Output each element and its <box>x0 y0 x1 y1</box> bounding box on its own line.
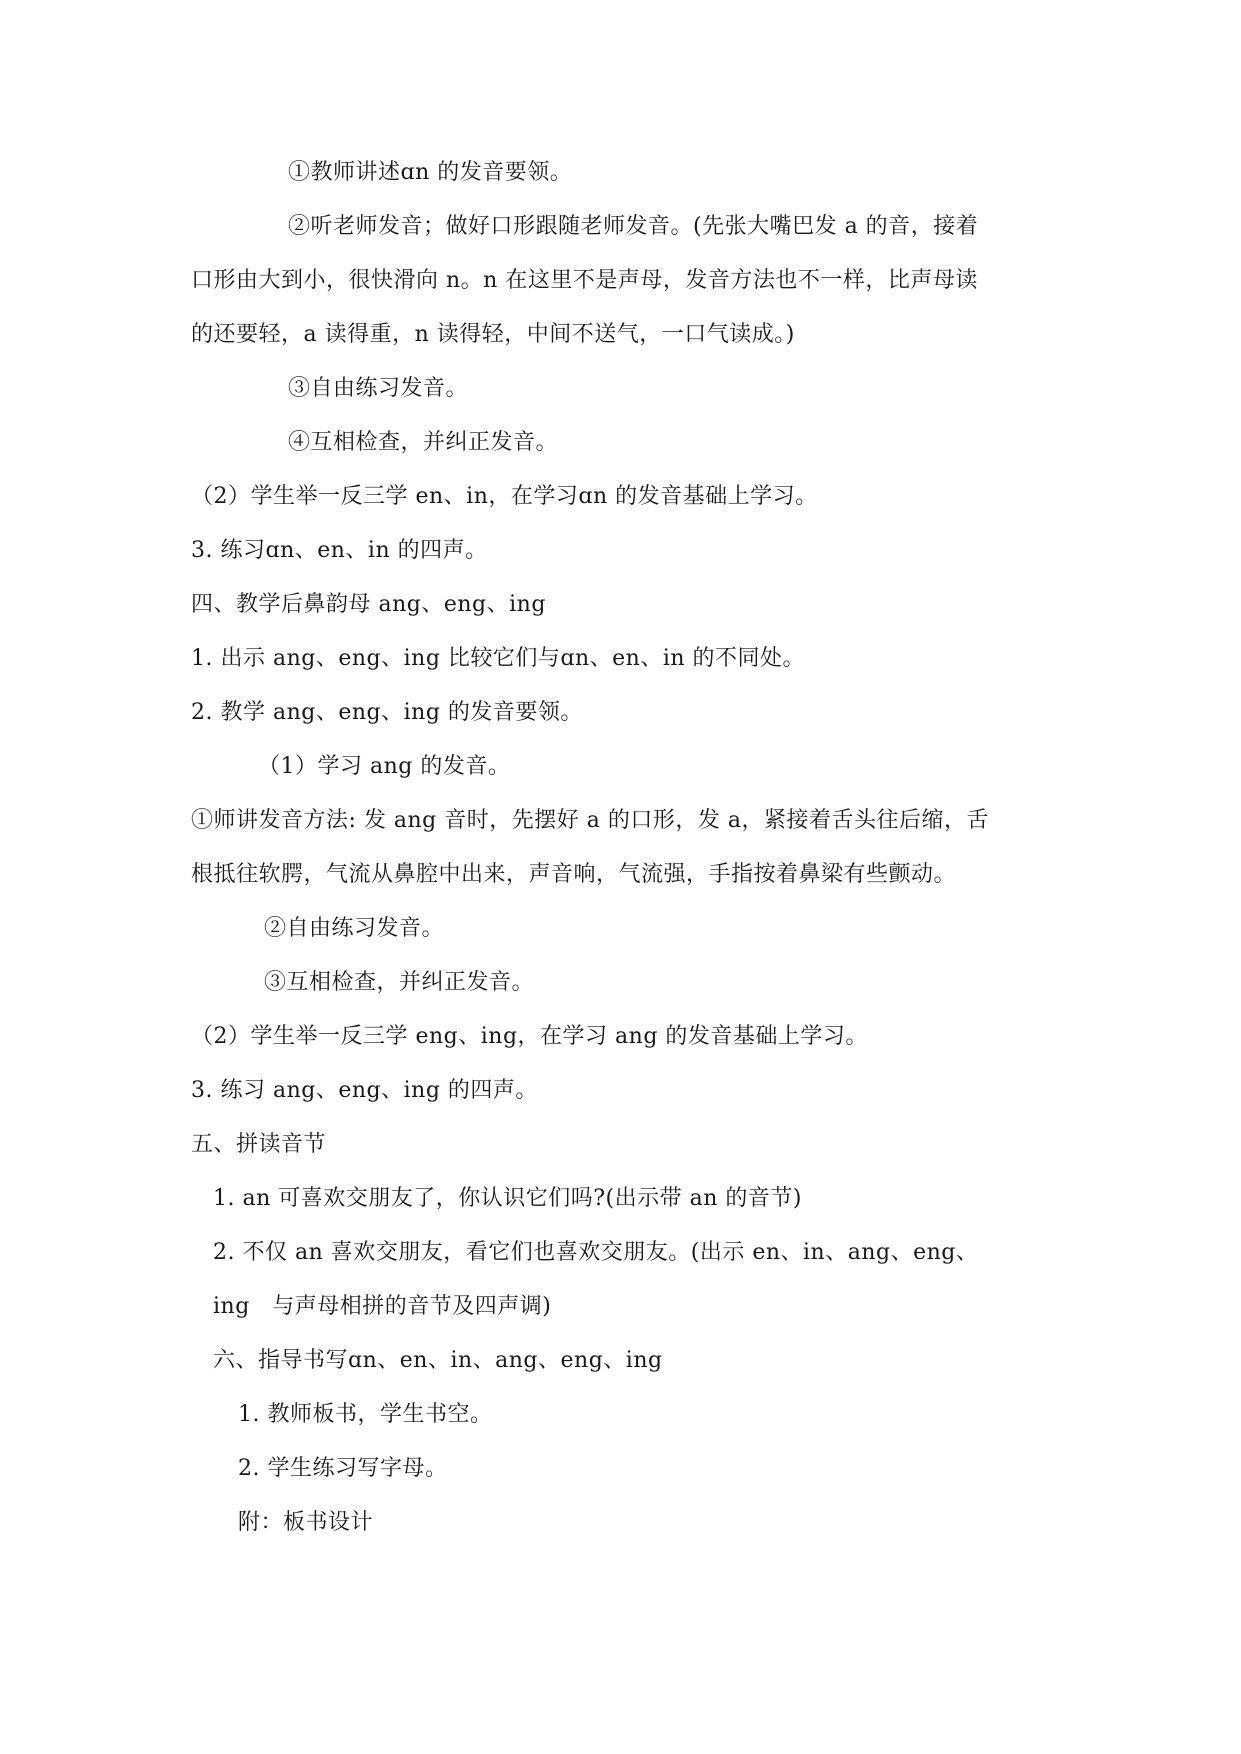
text-line: ④互相检查，并纠正发音。 <box>288 430 559 455</box>
text-line: ③互相检查，并纠正发音。 <box>264 970 535 995</box>
text-line: 3. 练习ɑn、en、in 的四声。 <box>191 538 488 563</box>
section-heading: 六、指导书写ɑn、en、in、ang、eng、ing <box>213 1348 663 1373</box>
text-line: ing 与声母相拼的音节及四声调) <box>213 1294 552 1319</box>
text-line: ②听老师发音；做好口形跟随老师发音。(先张大嘴巴发 a 的音，接着 <box>288 214 979 239</box>
text-line: （2）学生举一反三学 en、in，在学习ɑn 的发音基础上学习。 <box>191 484 818 509</box>
text-line: 附：板书设计 <box>238 1510 374 1535</box>
text-line: ②自由练习发音。 <box>264 916 445 941</box>
text-line: ①师讲发音方法: 发 ang 音时，先摆好 a 的口形，发 a，紧接着舌头往后缩，舌 <box>191 808 989 833</box>
text-line: ③自由练习发音。 <box>288 376 469 401</box>
text-line: 2. 学生练习写字母。 <box>238 1456 448 1481</box>
text-line: 1. 教师板书，学生书空。 <box>238 1402 493 1427</box>
text-line: 口形由大到小，很快滑向 n。n 在这里不是声母，发音方法也不一样，比声母读 <box>191 268 978 293</box>
text-line: 1. 出示 ang、eng、ing 比较它们与ɑn、en、in 的不同处。 <box>191 646 806 671</box>
text-line: ①教师讲述ɑn 的发音要领。 <box>288 160 573 185</box>
text-line: 的还要轻，a 读得重，n 读得轻，中间不送气，一口气读成。) <box>191 322 795 347</box>
text-line: 根抵往软腭，气流从鼻腔中出来，声音响，气流强，手指按着鼻梁有些颤动。 <box>191 862 957 887</box>
text-line: 3. 练习 ang、eng、ing 的四声。 <box>191 1078 538 1103</box>
text-line: （1）学习 ang 的发音。 <box>258 754 511 779</box>
text-line: （2）学生举一反三学 eng、ing，在学习 ang 的发音基础上学习。 <box>191 1024 868 1049</box>
section-heading: 五、拼读音节 <box>191 1132 327 1157</box>
text-line: 2. 不仅 an 喜欢交朋友，看它们也喜欢交朋友。(出示 en、in、ang、eng、 <box>213 1240 979 1265</box>
text-line: 1. an 可喜欢交朋友了，你认识它们吗?(出示带 an 的音节) <box>213 1186 802 1211</box>
section-heading: 四、教学后鼻韵母 ang、eng、ing <box>191 592 546 617</box>
text-line: 2. 教学 ang、eng、ing 的发音要领。 <box>191 700 583 725</box>
